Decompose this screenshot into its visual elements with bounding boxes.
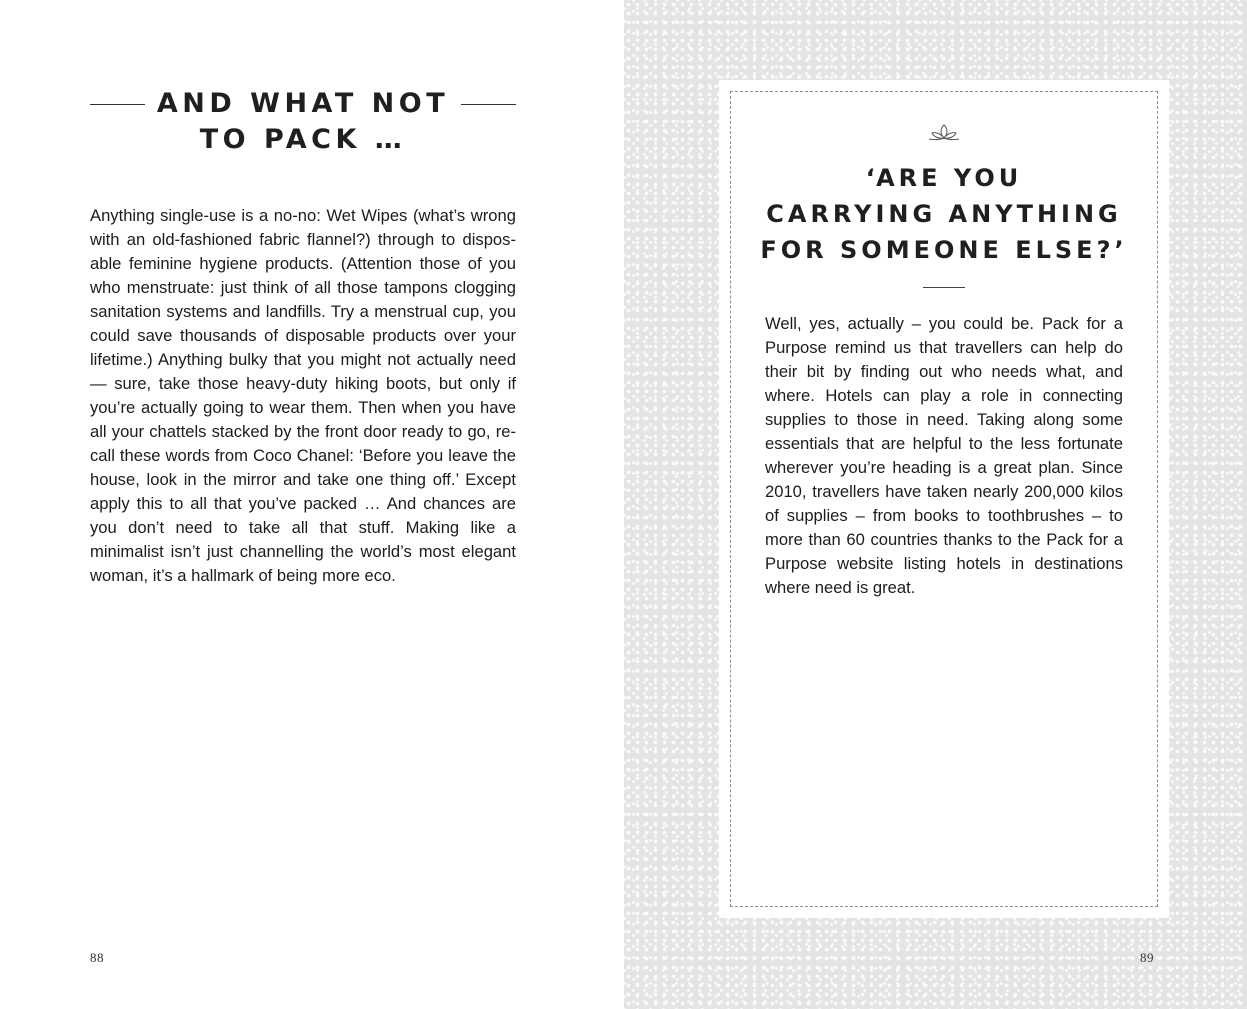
page-number-right: 89 [1140, 950, 1154, 965]
left-heading [90, 86, 516, 158]
sidebar-box [719, 80, 1169, 918]
title-divider [923, 287, 965, 288]
sidebar-title-line-3: FOR SOMEONE ELSE?’ [760, 236, 1128, 264]
lotus-icon [928, 122, 960, 142]
heading-rule-right [461, 104, 516, 105]
left-body-text: Anything single-use is a no-no: Wet Wipes (what’s wrong with an old-fashioned fabric flannel?) through to disposable feminine hygiene products. (Attention those of you who menstruate: just think of all those tampons clogging sanitation systems and landfills. Try a menstrual cup, you could save thousands of disposable products over your lifetime.) Anything bulky that you might not actually need — sure, take those heavy-duty hiking boots, but only if you’re actually going to wear them. Then when you have all your chattels stacked by the front door ready to go, recall these words from Coco Chanel: ‘Before you leave the house, look in the mirror and take one thing off.’ Except apply this to all that you’ve packed … And chances are you don’t need to take all that stuff. Making like a minimalist isn’t just channelling the world’s most elegant woman, it’s a hallmark of being more eco. [90, 206, 516, 585]
sidebar-title [747, 160, 1141, 268]
sidebar-body-text: Well, yes, actually – you could be. Pack for a Purpose remind us that travellers can help do their bit by finding out who needs what, and where. Hotels can play a role in connecting supplies to those in need. Taking along some essentials that are helpful to the less fortunate wherever you’re heading is a great plan. Since 2010, travellers have taken nearly 200,000 kilos of supplies – from books to toothbrushes – to more than 60 countries thanks to the Pack for a Purpose website listing hotels in destinations where need is great. [765, 314, 1123, 597]
heading-line-2: TO PACK … [199, 124, 407, 155]
sidebar-title-line-2: CARRYING ANYTHING [766, 200, 1122, 228]
sidebar-title-line-1: ‘ARE YOU [865, 164, 1023, 192]
page-number-left: 88 [90, 950, 104, 965]
heading-rule-left [90, 104, 145, 105]
heading-line-1: AND WHAT NOT [156, 88, 450, 119]
